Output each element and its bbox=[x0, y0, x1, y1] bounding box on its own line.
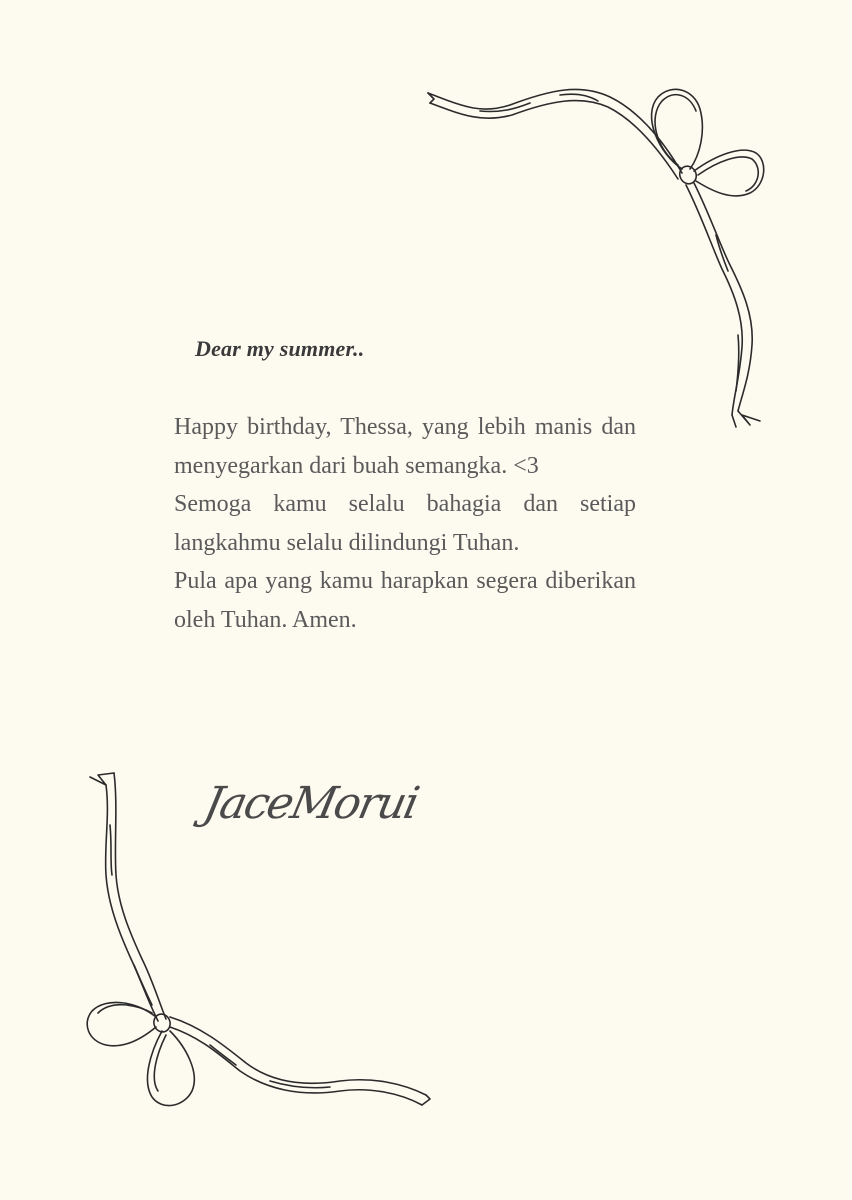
letter-paragraph: Semoga kamu selalu bahagia dan setiap langkahmu selalu dilindungi Tuhan. bbox=[174, 491, 636, 556]
letter-paragraph: Pula apa yang kamu harapkan segera diberikan oleh Tuhan. Amen. bbox=[174, 568, 636, 633]
signature: JaceMorui bbox=[199, 778, 422, 829]
ribbon-bow-icon bbox=[420, 75, 780, 435]
ribbon-bow-icon bbox=[70, 765, 440, 1120]
letter-paragraph: Happy birthday, Thessa, yang lebih manis dan menyegarkan dari buah semangka. <3 bbox=[174, 414, 636, 479]
letter-greeting: Dear my summer.. bbox=[195, 336, 365, 361]
letter-body bbox=[174, 408, 636, 639]
